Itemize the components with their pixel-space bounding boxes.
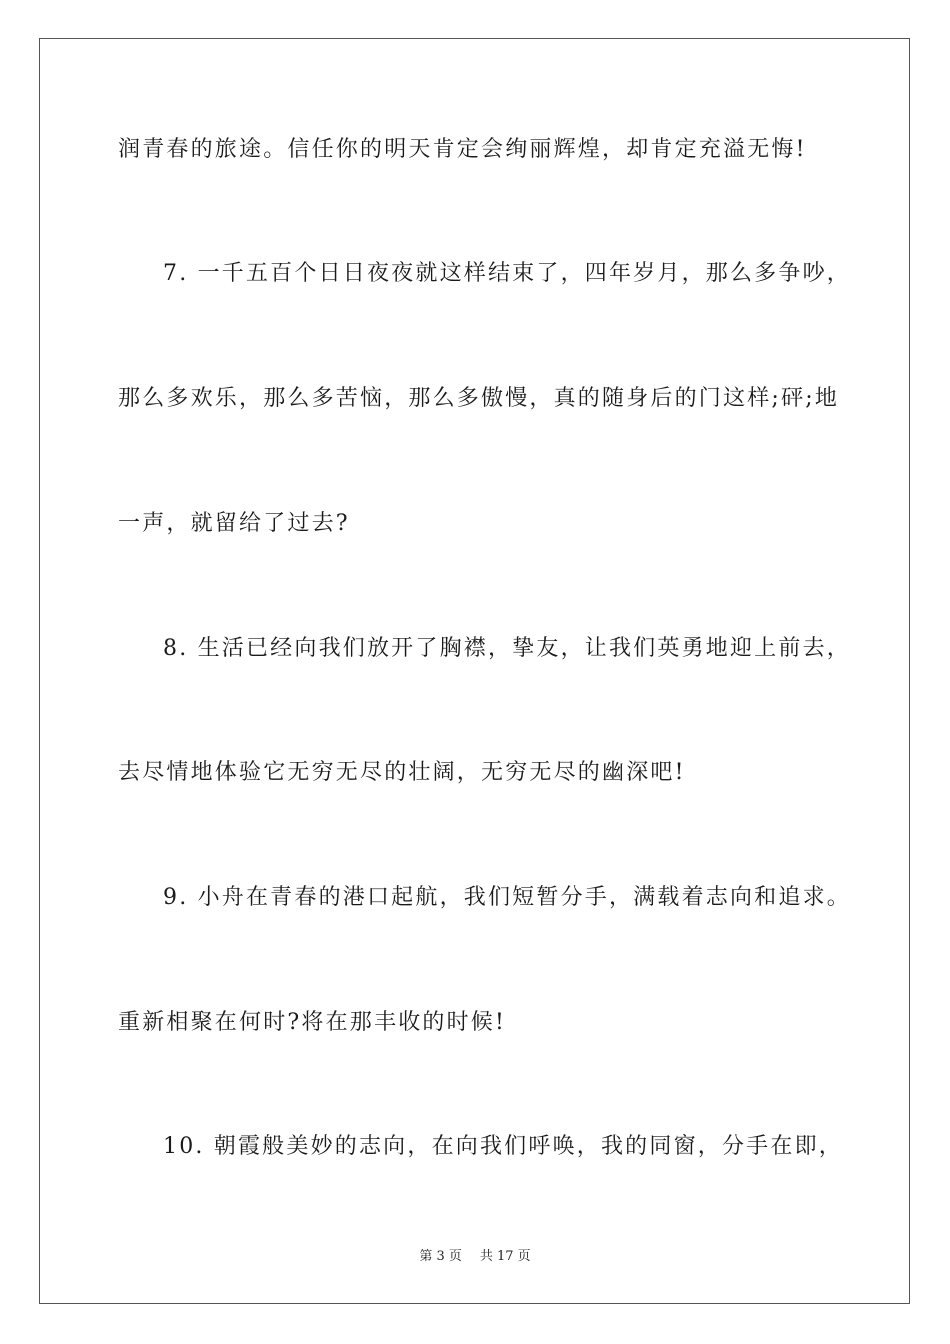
text-line-9: 10. 朝霞般美妙的志向，在向我们呼唤，我的同窗，分手在即， xyxy=(163,1134,843,1159)
page-footer xyxy=(0,1248,950,1266)
page-total: 共 17 页 xyxy=(479,1249,531,1264)
text-line-6: 去尽情地体验它无穷无尽的壮阔，无穷无尽的幽深吧! xyxy=(118,760,686,785)
text-line-1: 润青春的旅途。信任你的明天肯定会绚丽辉煌，却肯定充溢无悔! xyxy=(118,137,807,162)
text-line-5: 8. 生活已经向我们放开了胸襟，挚友，让我们英勇地迎上前去， xyxy=(163,636,851,661)
text-line-8: 重新相聚在何时?将在那丰收的时候! xyxy=(118,1010,507,1035)
text-line-2: 7. 一千五百个日日夜夜就这样结束了，四年岁月，那么多争吵， xyxy=(163,261,851,286)
text-line-4: 一声，就留给了过去? xyxy=(118,511,350,536)
page-border xyxy=(39,38,910,1304)
text-line-3: 那么多欢乐，那么多苦恼，那么多傲慢，真的随身后的门这样;砰;地 xyxy=(118,386,840,411)
text-line-7: 9. 小舟在青春的港口起航，我们短暂分手，满载着志向和追求。 xyxy=(163,885,851,910)
page-number: 第 3 页 xyxy=(419,1249,462,1264)
